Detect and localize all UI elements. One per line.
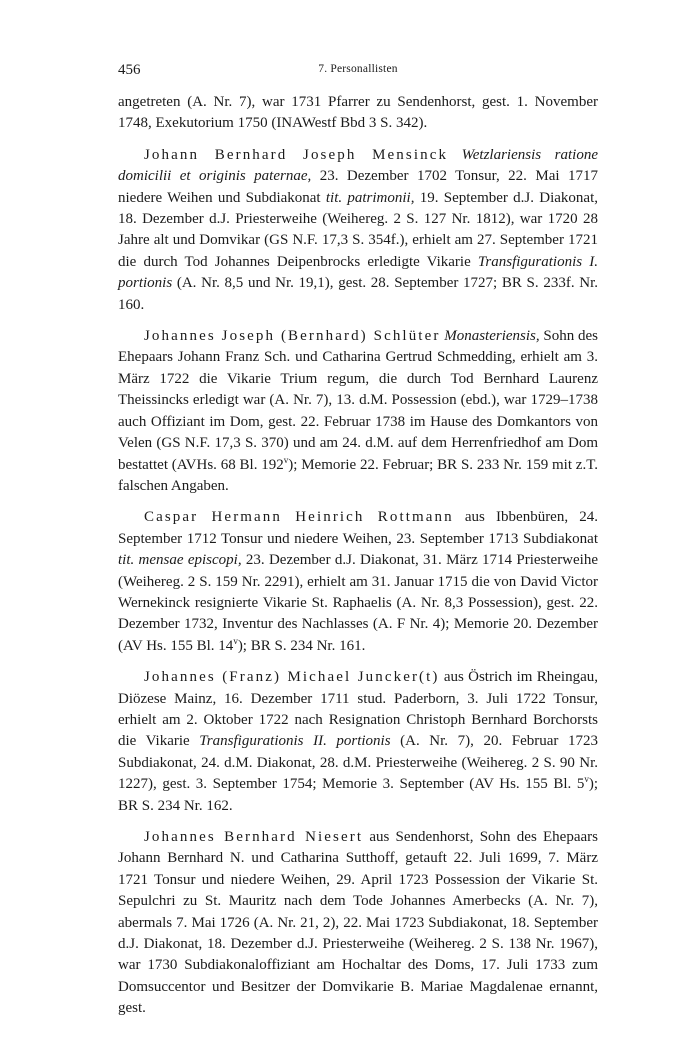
italic-text: Wetzlariensis ratione domicilii et originis paternae, [118, 146, 598, 185]
superscript: v [233, 635, 238, 646]
entry-rottmann [118, 507, 598, 657]
paragraph-text: 19. September d.J. Diakonat, 18. Dezember d.J. Priesterweihe (Weihereg. 2 S. 127 Nr. 1812), war 1720 28 Jahre alt und Domvikar (GS N.F. 17,3 S. 354f.), erhielt am 27. September 1721 die durch Tod Johannes Deipenbrocks erledigte Vikarie [118, 189, 598, 270]
body-text [118, 92, 598, 1030]
paragraph-text: 23. Dezember d.J. Diakonat, 31. März 1714 Priesterweihe (Weihereg. 2 S. 159 Nr. 2291), erhielt am 31. Januar 1715 die von David Victor Wernekinck resignierte Vikarie St. Raphaelis (A. Nr. 8,3 Possession), gest. 22. Dezember 1732, Inventur des Nachlasses (A. F Nr. 4); Memorie 20. Dezember (AV Hs. 155 Bl. 14 [118, 552, 598, 654]
italic-text: tit. mensae episcopi, [118, 552, 242, 569]
person-name: Johannes Bernhard Niesert [144, 829, 364, 845]
paragraph-text: (A. Nr. 7), 20. Februar 1723 Subdiakonat, 24. d.M. Diakonat, 28. d.M. Priesterweihe (Weihereg. 2 S. 90 Nr. 1227), gest. 3. September 1754; Memorie 3. September (AV Hs. 155 Bl. 5 [118, 733, 598, 793]
chapter-title: 7. Personallisten [318, 63, 398, 75]
paragraph-text: aus Sendenhorst, Sohn des Ehepaars Johann Bernhard N. und Catharina Sutthoff, getauft 22. Juli 1699, 7. März 1721 Tonsur und niedere Weihen, 29. April 1723 Possession der Vikarie St. Sepulchri zu St. Mauritz nach dem Tode Johannes Amerbecks (A. Nr. 7), abermals 7. Mai 1726 (A. Nr. 21, 2), 22. Mai 1723 Subdiakonat, 18. September d.J. Diakonat, 18. Dezember d.J. Priesterweihe (Weihereg. 2 S. 138 Nr. 1967), war 1730 Subdiakonaloffiziant am Hochaltar des Doms, 17. Juli 1733 zum Domsuccentor und Besitzer der Domvikarie B. Mariae Magdalenae ernannt, gest. [118, 829, 598, 1017]
italic-text: Transfigurationis II. portionis [199, 733, 391, 750]
superscript: v [283, 454, 289, 465]
paragraph-text: angetreten (A. Nr. 7), war 1731 Pfarrer zu Sendenhorst, gest. 1. November 1748, Exekutorium 1750 (INAWestf Bbd 3 S. 342). [118, 94, 598, 132]
italic-text: Monasteriensis, [444, 328, 540, 345]
person-name: Johann Bernhard Joseph Mensinck [144, 146, 449, 163]
paragraph-text: (A. Nr. 8,5 und Nr. 19,1), gest. 28. September 1727; BR S. 233f. Nr. 160. [118, 275, 598, 313]
paragraph-text: aus Ibbenbüren, 24. September 1712 Tonsur und niedere Weihen, 23. September 1713 Subdiakonat [118, 509, 598, 547]
paragraph-text: Sohn des Ehepaars Johann Franz Sch. und Catharina Gertrud Schmedding, erhielt am 3. März 1722 die Vikarie Trium regum, die durch Tod Bernhard Laurenz Theissincks erledigt war (A. Nr. 7), 13. d.M. Possession (ebd.), war 1729–1738 auch Offiziant im Dom, gest. 22. Februar 1738 im Hause des Domkantors von Velen (GS N.F. 17,3 S. 370) und am 24. d.M. auf dem Herrenfriedhof am Dom bestattet (AVHs. 68 Bl. 192 [118, 328, 598, 473]
paragraph-text: ); BR S. 234 Nr. 161. [237, 637, 366, 654]
italic-text: Transfigurationis I. portionis [118, 253, 598, 292]
entry-juncker [118, 667, 598, 817]
entry-schlueter [118, 326, 598, 497]
person-name: Johannes Joseph (Bernhard) Schlüter [144, 328, 441, 345]
superscript: v [584, 774, 589, 785]
entry-mensinck [118, 145, 598, 316]
paragraph-text: aus Östrich im Rheingau, Diözese Mainz, 16. Dezember 1711 stud. Paderborn, 3. Juli 1722 Tonsur, erhielt am 2. Oktober 1722 nach Resignation Christoph Bernhard Borchorsts die Vikarie [118, 669, 598, 750]
paragraph-text: 23. Dezember 1702 Tonsur, 22. Mai 1717 niedere Weihen und Subdiakonat [118, 168, 598, 206]
running-head [118, 62, 598, 78]
person-name: Caspar Hermann Heinrich Rottmann [144, 509, 454, 526]
entry-niesert [118, 827, 598, 1020]
paragraph-continuation [118, 92, 598, 135]
paragraph-text: ); Memorie 22. Februar; BR S. 233 Nr. 159 mit z.T. falschen Angaben. [118, 456, 598, 494]
page-number: 456 [118, 62, 141, 78]
italic-text: tit. patrimonii, [325, 189, 415, 206]
person-name: Johannes (Franz) Michael Juncker(t) [144, 669, 440, 686]
paragraph-text: ); BR S. 234 Nr. 162. [118, 776, 598, 814]
